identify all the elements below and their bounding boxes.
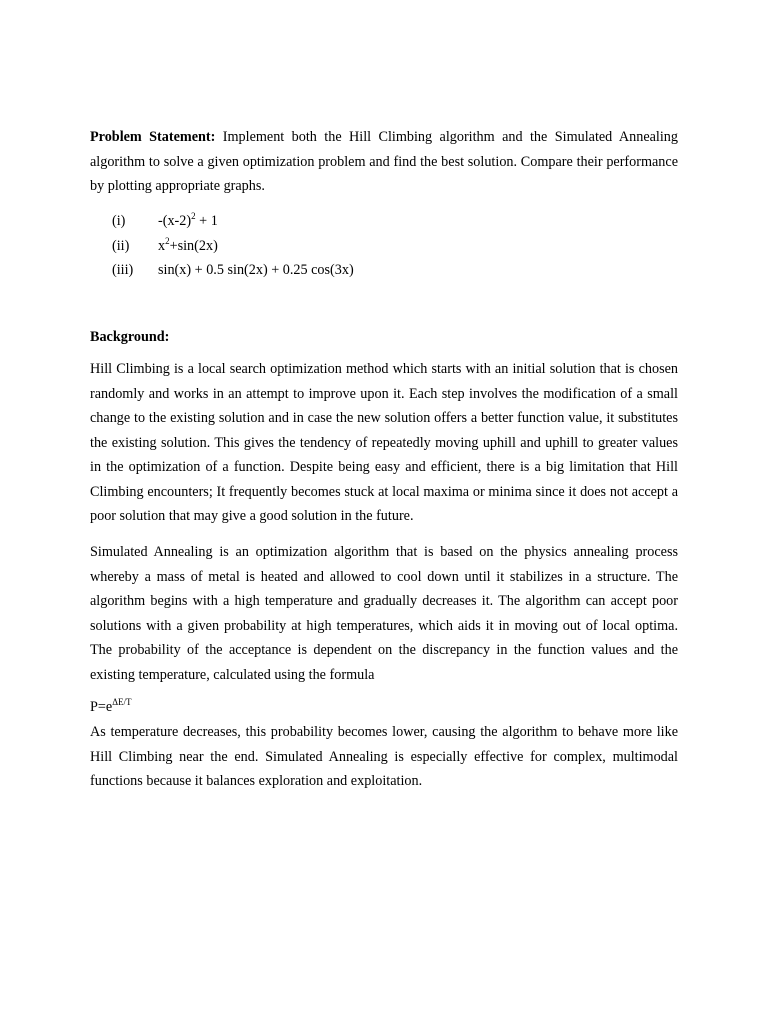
problem-statement-label: Problem Statement:: [90, 129, 216, 145]
probability-formula: [90, 696, 678, 718]
list-item-number: (i): [112, 213, 126, 229]
background-heading: Background:: [90, 329, 170, 345]
list-item-expression: $x^2+\sin(2x)$: [158, 235, 218, 254]
list-item-number: (ii): [112, 237, 130, 254]
list-item-expression: $-(x-2)^2 + 1$: [158, 211, 218, 229]
list-item: [112, 234, 612, 259]
problem-statement-text: Implement both the Hill Climbing algorithm and the Simulated Annealing algorithm to solve a given optimization problem and find the best solution. Compare their performance by plotting appropriate graphs.: [90, 129, 678, 194]
list-item-expression: sin(x) + 0.5 sin(2x) + 0.25 cos(3x): [158, 262, 354, 278]
simulated-annealing-paragraph: Simulated Annealing is an optimization algorithm that is based on the physics annealing process whereby a mass of metal is heated and allowed to cool down until it stabilizes in a structure. The algorithm begins with a high temperature and gradually decreases it. The algorithm can accept poor solutions with a given probability at high temperatures, which aids it in moving out of local optima. The probability of the acceptance is dependent on the discrepancy in the function values and the existing temperature, calculated using the formula: [90, 544, 678, 683]
problem-statement: [90, 125, 678, 199]
conclusion-paragraph: As temperature decreases, this probability becomes lower, causing the algorithm to behave more like Hill Climbing near the end. Simulated Annealing is especially effective for complex, multimodal functions because it balances exploration and exploitation.: [90, 724, 678, 789]
formula-exponent: ΔE/T: [112, 697, 132, 707]
list-item-number: (iii): [112, 262, 134, 278]
formula-base: P=e: [90, 699, 113, 715]
hill-climbing-paragraph: Hill Climbing is a local search optimization method which starts with an initial solution that is chosen randomly and works in an attempt to improve upon it. Each step involves the modification of a small change to the existing solution and in case the new solution offers a better function value, it substitutes the existing solution. This gives the tendency of repeatedly moving uphill and uphill to greater values in the optimization of a function. Despite being easy and efficient, there is a big limitation that Hill Climbing encounters; It frequently becomes stuck at local maxima or minima since it does not accept a poor solution that may give a good solution in the future.: [90, 361, 678, 524]
list-item: [112, 258, 612, 283]
function-list: [112, 209, 612, 283]
list-item: [112, 209, 612, 234]
